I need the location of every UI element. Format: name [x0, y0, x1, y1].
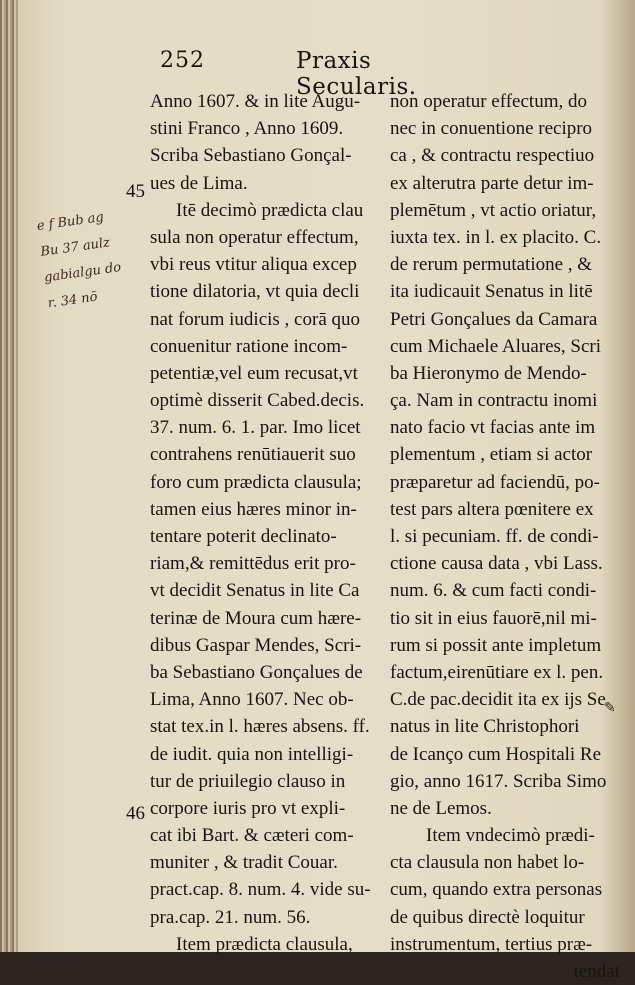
text-line: Scriba Sebastiano Gonçal- [150, 145, 352, 167]
text-line: Lima, Anno 1607. Nec ob- [150, 689, 354, 711]
text-line: instrumentum, tertius præ- [390, 933, 593, 955]
text-line: stat tex.in l. hæres absens. ff. [150, 716, 370, 738]
text-line: tendat [573, 961, 620, 982]
text-line: riam,& remittēdus erit pro- [150, 553, 356, 575]
text-line: nato facio vt facias ante im [390, 417, 596, 439]
ink-mark-icon: ✎ [604, 700, 616, 716]
text-line: pract.cap. 8. num. 4. vide su- [150, 879, 371, 901]
text-line: stini Franco , Anno 1609. [150, 118, 344, 140]
text-line: num. 6. & cum facti condi- [390, 580, 597, 602]
text-line: tione dilatoria, vt quia decli [150, 281, 360, 303]
text-line: Item vndecimò prædi- [426, 825, 595, 847]
text-line: cta clausula non habet lo- [390, 852, 585, 874]
text-line: conuenitur ratione incom- [150, 335, 348, 357]
text-line: nec in conuentione recipro [390, 118, 593, 140]
book-spine [0, 0, 18, 952]
text-line: rum si possit ante impletum [390, 634, 602, 656]
text-line: ex alterutra parte detur im- [390, 172, 594, 194]
text-line: petentiæ,vel eum recusat,vt [150, 362, 358, 384]
text-line: ctione causa data , vbi Lass. [390, 553, 603, 575]
text-line: iuxta tex. in l. ex placito. C. [390, 226, 602, 248]
text-line: contrahens renūtiauerit suo [150, 444, 356, 466]
text-column-right [390, 88, 620, 985]
text-line: sula non operatur effectum, [150, 226, 359, 248]
text-line: ita iudicauit Senatus in litē [390, 281, 593, 303]
text-line: ne de Lemos. [390, 797, 492, 819]
text-line: ues de Lima. [150, 172, 248, 194]
text-line: cum Michaele Aluares, Scri [390, 335, 602, 357]
text-line: factum,eirenūtiare ex l. pen. [390, 661, 604, 683]
text-line: tentare poterit declinato- [150, 526, 337, 547]
text-line: vbi reus vtitur aliqua excep [150, 254, 357, 276]
text-line: corpore iuris pro vt expli- [150, 797, 346, 819]
text-line: tur de priuilegio clauso in [150, 770, 346, 792]
text-line: tio sit in eius fauorē,nil mi- [390, 607, 597, 629]
section-number-46: 46 [126, 803, 145, 824]
page-number: 252 [160, 48, 205, 73]
text-line: l. si pecuniam. ff. de condi- [390, 526, 599, 547]
text-line: vt decidit Senatus in lite Ca [150, 580, 360, 602]
running-title: Praxis Secularis. [296, 48, 417, 100]
text-line: 37. num. 6. 1. par. Imo licet [150, 417, 361, 439]
text-line: cat ibi Bart. & cæteri com- [150, 825, 354, 847]
handwritten-margin-note: e f Bub ag Bu 37 aulz gabialgu do r. 34 nō [36, 209, 123, 312]
text-line: de iudit. quia non intelligi- [150, 743, 354, 765]
text-line: cum, quando extra personas [390, 879, 603, 901]
text-line: Anno 1607. & in lite Augu- [150, 91, 361, 112]
text-line: Petri Gonçalues da Camara [390, 308, 598, 330]
text-line: plementum , etiam si actor [390, 444, 593, 466]
text-line: ca , & contractu respectiuo [390, 145, 595, 167]
text-line: de rerum permutatione , & [390, 254, 593, 276]
text-line: C.de pac.decidit ita ex ijs Se [390, 689, 606, 711]
text-line: non operatur effectum, do [390, 91, 587, 112]
text-line: muniter , & tradit Couar. [150, 852, 338, 874]
text-line: test pars altera pœnitere ex [390, 498, 594, 520]
section-number-45: 45 [126, 181, 145, 202]
text-line: tamen eius hæres minor in- [150, 498, 357, 520]
text-line: terinæ de Moura cum hære- [150, 607, 362, 629]
text-line: nat forum iudicis , corā quo [150, 308, 361, 330]
text-line: Item prædicta clausula, [176, 933, 353, 955]
text-column-left [150, 88, 378, 958]
text-line: plemētum , vt actio oriatur, [390, 199, 597, 221]
text-line: pra.cap. 21. num. 56. [150, 906, 311, 928]
text-line: foro cum prædicta clausula; [150, 471, 362, 493]
text-line: de Icanço cum Hospitali Re [390, 743, 602, 765]
text-line: de quibus directè loquitur [390, 906, 585, 928]
text-line: ba Hieronymo de Mendo- [390, 362, 587, 384]
text-line: optimè disserit Cabed.decis. [150, 390, 365, 412]
text-line: dibus Gaspar Mendes, Scri- [150, 634, 362, 656]
text-line: ça. Nam in contractu inomi [390, 390, 598, 412]
text-line: Itē decimò prædicta clau [176, 199, 364, 221]
text-line: natus in lite Christophori [390, 716, 580, 738]
page-header [160, 48, 480, 100]
text-line: ba Sebastiano Gonçalues de [150, 661, 363, 683]
text-line: gio, anno 1617. Scriba Simo [390, 770, 607, 792]
text-line: præparetur ad faciendū, po- [390, 471, 600, 493]
